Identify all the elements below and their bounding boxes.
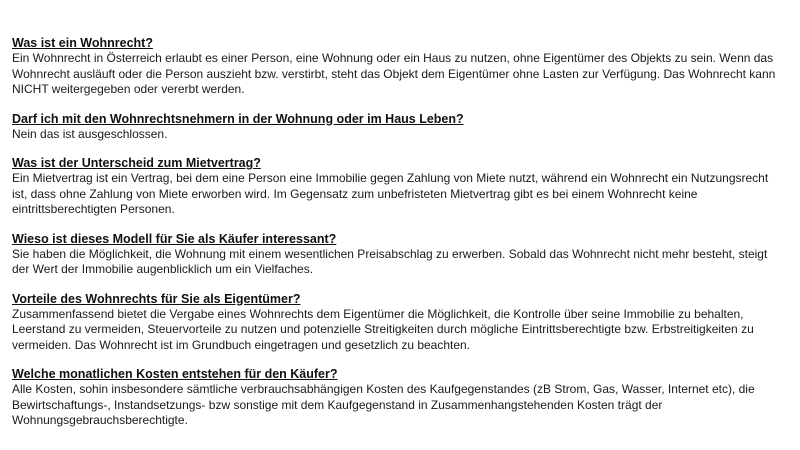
faq-heading: Welche monatlichen Kosten entstehen für den Käufer? [12, 367, 338, 381]
faq-section-eigentuemer [12, 292, 786, 354]
faq-section-zusammenleben [12, 112, 786, 143]
faq-answer: Ein Wohnrecht in Österreich erlaubt es einer Person, eine Wohnung oder ein Haus zu nutzen, ohne Eigentümer des Objekts zu sein. Wenn das Wohnrecht ausläuft oder die Person auszieht bzw. verstirbt, steht das Objekt dem Eigentümer ohne Lasten zur Verfügung. Das Wohnrecht kann NICHT weitergegeben oder vererbt werden. [12, 51, 776, 96]
faq-heading: Was ist der Unterscheid zum Mietvertrag? [12, 156, 261, 170]
faq-section-kaeufer [12, 232, 786, 278]
faq-heading: Darf ich mit den Wohnrechtsnehmern in der Wohnung oder im Haus Leben? [12, 111, 464, 126]
faq-answer: Nein das ist ausgeschlossen. [12, 126, 168, 141]
faq-heading: Vorteile des Wohnrechts für Sie als Eigentümer? [12, 291, 301, 306]
faq-heading: Wieso ist dieses Modell für Sie als Käufer interessant? [12, 231, 337, 246]
faq-heading: Was ist ein Wohnrecht? [12, 36, 153, 50]
faq-answer: Zusammenfassend bietet die Vergabe eines Wohnrechts dem Eigentümer die Möglichkeit, die Kontrolle über seine Immobilie zu behalten, Leerstand zu vermeiden, Steuervorteile zu nutzen und potenzielle Streitigkeiten durch mögliche Eintrittsberechtigte bzw. Erbstreitigkeiten zu vermeiden. Das Wohnrecht ist im Grundbuch eingetragen und gesetzlich zu beachten. [12, 306, 754, 352]
faq-section-wohnrecht [12, 36, 786, 98]
faq-section-kosten [12, 367, 786, 429]
faq-answer: Sie haben die Möglichkeit, die Wohnung mit einem wesentlichen Preisabschlag zu erwerben. Sobald das Wohnrecht nicht mehr besteht, steigt der Wert der Immobilie augenblicklich um ein Vielfaches. [12, 246, 768, 276]
faq-section-mietvertrag [12, 156, 786, 218]
faq-answer: Alle Kosten, sohin insbesondere sämtliche verbrauchsabhängigen Kosten des Kaufgegenstandes (zB Strom, Gas, Wasser, Internet etc), die Bewirtschaftungs-, Instandsetzungs- bzw sonstige mit dem Kaufgegenstand in Zusammenhangstehenden Kosten trägt der Wohnungsgebrauchsberechtigte. [12, 382, 755, 427]
faq-answer: Ein Mietvertrag ist ein Vertrag, bei dem eine Person eine Immobilie gegen Zahlung von Miete nutzt, während ein Wohnrecht ein Nutzungsrecht ist, dass ohne Zahlung von Miete erworben wird. Im Gegensatz zum unbefristeten Mietvertrag gibt es bei einem Wohnrecht keine eintrittsberechtigten Personen. [12, 171, 769, 216]
